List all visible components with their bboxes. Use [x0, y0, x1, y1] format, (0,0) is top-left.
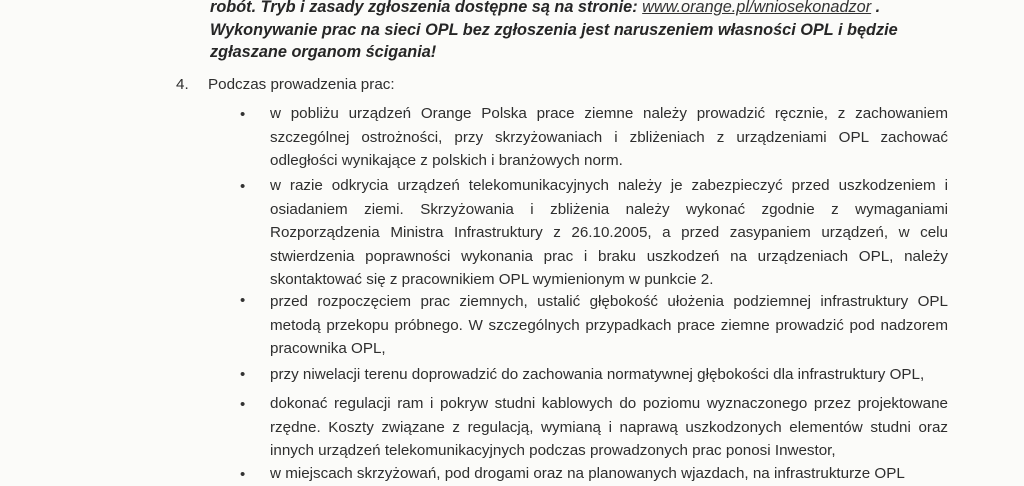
item-line: Rozporządzenia Ministra Infrastruktury z 26.10.2005, a przed zasypaniem urządzeń, w celu — [270, 224, 948, 241]
bullet-marker: • — [240, 396, 246, 413]
bullet-marker: • — [240, 178, 246, 195]
list-item — [270, 174, 948, 292]
item-line: odległości wynikające z polskich i branżowych norm. — [270, 152, 623, 169]
list-item — [270, 392, 948, 463]
section-heading — [176, 76, 395, 93]
item-line: przed rozpoczęciem prac ziemnych, ustalić głębokość ułożenia podziemnej infrastruktury OPL — [270, 293, 948, 310]
item-line: pracownika OPL, — [270, 340, 386, 357]
item-line: w miejscach skrzyżowań, pod drogami oraz na planowanych wjazdach, na infrastrukturze OPL — [270, 465, 905, 482]
list-item — [270, 102, 948, 173]
section-title: Podczas prowadzenia prac: — [208, 76, 395, 93]
warning-line-2: Wykonywanie prac na sieci OPL bez zgłoszenia jest naruszeniem własności OPL i będzie — [210, 21, 898, 39]
item-line: stwierdzenia poprawności wykonania prac i braku uszkodzeń na urządzeniach OPL, należy — [270, 247, 948, 265]
bullet-marker: • — [240, 292, 246, 309]
item-line: skontaktować się z pracownikiem OPL wymienionym w punkcie 2. — [270, 271, 714, 288]
section-number: 4. — [176, 76, 189, 93]
item-line: rzędne. Koszty związane z regulacją, wymianą i naprawą uszkodzonych elementów studni oraz — [270, 418, 948, 436]
item-line: przy niwelacji terenu doprowadzić do zachowania normatywnej głębokości dla infrastruktury OPL, — [270, 366, 925, 383]
warning-end: . — [871, 0, 881, 16]
warning-text: robót. Tryb i zasady zgłoszenia dostępne są na stronie: — [210, 0, 643, 16]
item-line: dokonać regulacji ram i pokryw studni kablowych do poziomu wyznaczonego przez projektowane — [270, 395, 948, 412]
item-line: osiadaniem ziemi. Skrzyżowania i zbliżenia należy wykonać zgodnie z wymaganiami — [270, 200, 948, 218]
list-item — [270, 290, 948, 361]
list-item — [270, 363, 948, 387]
warning-line-1 — [210, 0, 880, 19]
item-line: w pobliżu urządzeń Orange Polska prace ziemne należy prowadzić ręcznie, z zachowaniem — [270, 105, 948, 122]
bullet-marker: • — [240, 106, 246, 123]
bullet-marker: • — [240, 466, 246, 483]
list-item — [270, 462, 948, 486]
item-line: w razie odkrycia urządzeń telekomunikacyjnych należy je zabezpieczyć przed uszkodzeniem i — [270, 177, 948, 194]
item-line: szczególnej ostrożności, przy skrzyżowaniach i zbliżeniach z urządzeniami OPL zachować — [270, 128, 948, 146]
warning-line-3: zgłaszane organom ścigania! — [210, 43, 437, 61]
wniosek-link[interactable]: www.orange.pl/wniosekonadzor — [642, 0, 872, 16]
item-line: innych urządzeń telekomunikacyjnych podczas prowadzonych prac ponosi Inwestor, — [270, 442, 836, 459]
bullet-marker: • — [240, 366, 246, 383]
item-line: metodą przekopu próbnego. W szczególnych przypadkach prace ziemne prowadzić pod nadzorem — [270, 316, 948, 334]
